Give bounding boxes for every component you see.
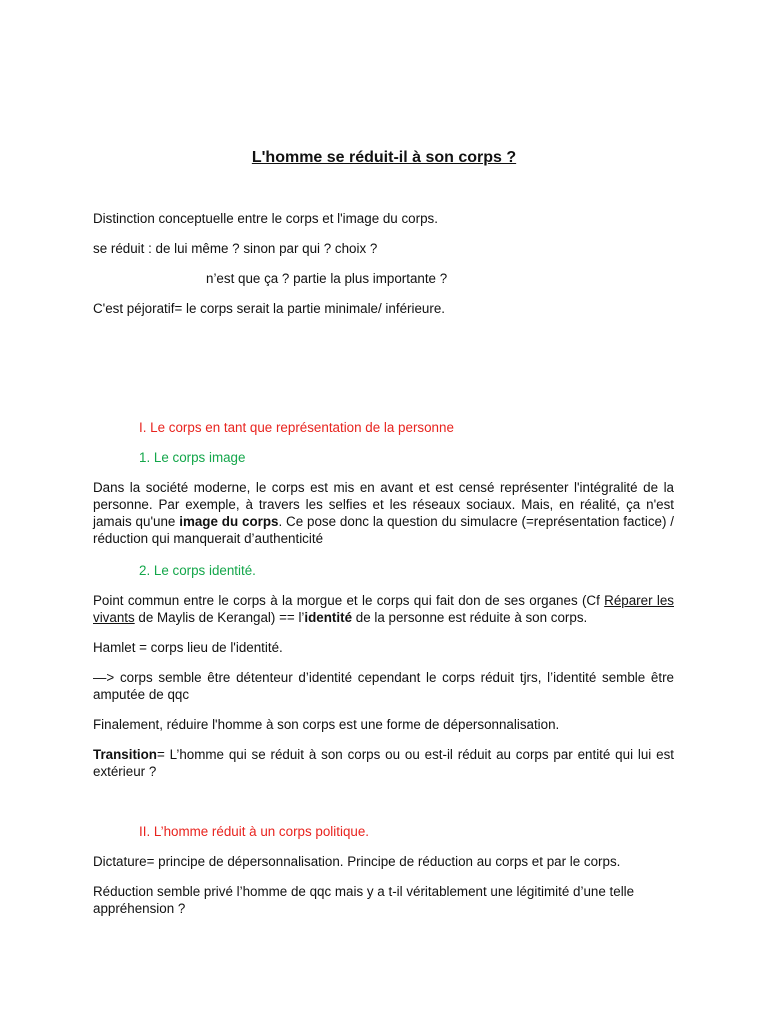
- intro-paragraph-3: n’est que ça ? partie la plus importante ?: [206, 271, 448, 286]
- conclusion-paragraph: Finalement, réduire l'homme à son corps est une forme de dépersonnalisation.: [93, 717, 560, 732]
- corps-image-bold: image du corps: [179, 514, 279, 529]
- transition-text: = L’homme qui se réduit à son corps ou ou est-il réduit au corps par entité qui lui est extérieur ?: [93, 747, 674, 779]
- arrow-paragraph: —> corps semble être détenteur d’identité cependant le corps réduit tjrs, l’identité semble être amputée de qqc: [93, 670, 674, 702]
- dictature-paragraph: Dictature= principe de dépersonnalisation. Principe de réduction au corps et par le corps.: [93, 854, 621, 869]
- book-title-link: Réparer les vivants: [93, 593, 674, 625]
- transition-paragraph: [93, 746, 674, 780]
- corps-image-paragraph: [93, 479, 674, 547]
- subsection-2-heading: 2. Le corps identité.: [139, 563, 256, 578]
- corps-identite-text-end: de la personne est réduite à son corps.: [352, 610, 588, 625]
- intro-paragraph-1: Distinction conceptuelle entre le corps et l'image du corps.: [93, 211, 438, 226]
- corps-identite-paragraph: [93, 592, 674, 626]
- transition-label: Transition: [93, 747, 157, 762]
- section-1-heading: I. Le corps en tant que représentation de la personne: [139, 420, 454, 435]
- document-title: L'homme se réduit-il à son corps ?: [251, 149, 517, 166]
- corps-identite-text-mid: de Maylis de Kerangal) == l’: [134, 610, 305, 625]
- identite-bold: identité: [304, 610, 353, 625]
- subsection-1-heading: 1. Le corps image: [139, 450, 246, 465]
- corps-image-text-start: Dans la société moderne, le corps est mis en avant et est censé représenter l'intégralité de la personne. Par exemple, à travers les selfies et les réseaux sociaux. Mais, en réalité, ça n'est jamais qu'une: [93, 480, 674, 529]
- intro-paragraph-2: se réduit : de lui même ? sinon par qui ? choix ?: [93, 241, 378, 256]
- section-2-heading: II. L’homme réduit à un corps politique.: [139, 824, 370, 839]
- hamlet-paragraph: Hamlet = corps lieu de l'identité.: [93, 640, 283, 655]
- intro-paragraph-4: C'est péjoratif= le corps serait la partie minimale/ inférieure.: [93, 301, 445, 316]
- corps-identite-text-start: Point commun entre le corps à la morgue et le corps qui fait don de ses organes (Cf: [93, 593, 605, 608]
- reduction-paragraph: Réduction semble privé l’homme de qqc mais y a t-il véritablement une légitimité d’une telle appréhension ?: [93, 884, 635, 916]
- corps-image-text-end: . Ce pose donc la question du simulacre (=représentation factice) / réduction qui manquerait d’authenticité: [93, 514, 674, 546]
